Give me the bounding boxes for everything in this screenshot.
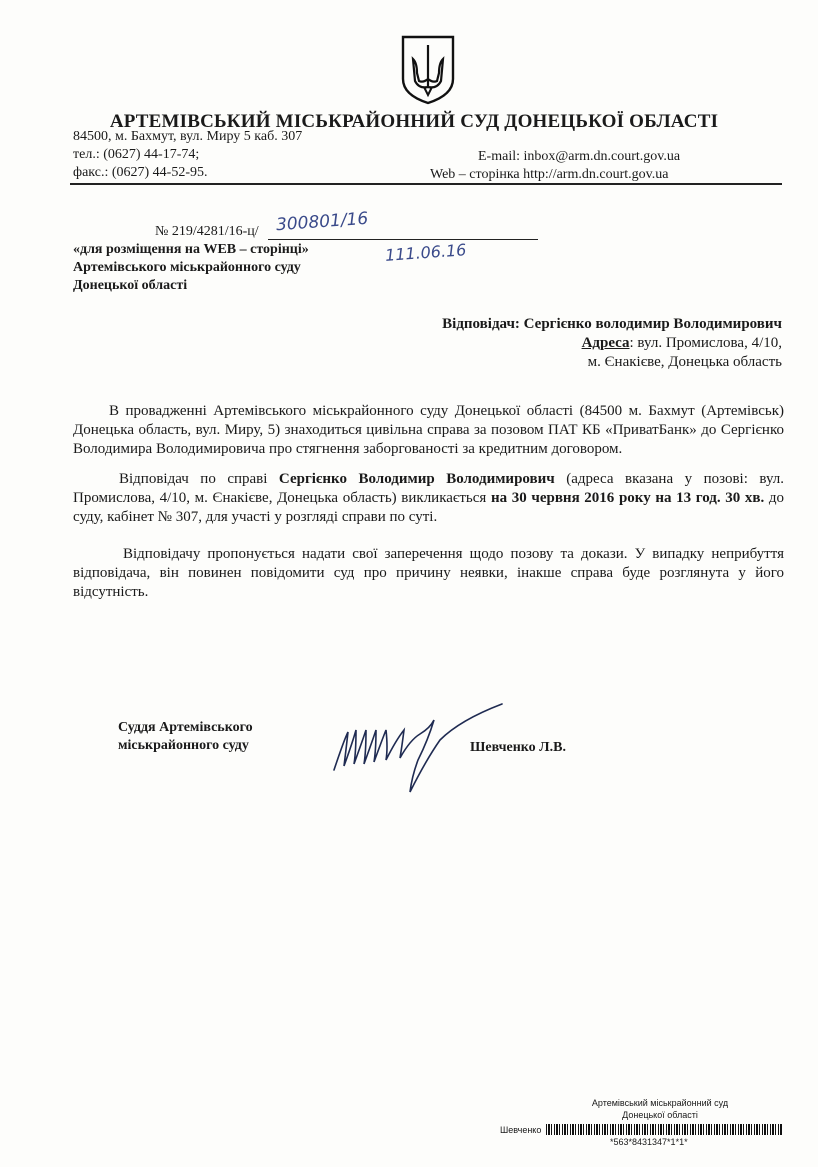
addressee-address-line2: м. Єнакієве, Донецька область xyxy=(587,354,782,370)
addressee-block xyxy=(442,315,782,372)
barcode-icon xyxy=(546,1124,782,1135)
summons-text-a: Відповідач по справі xyxy=(119,471,279,487)
court-phone: тел.: (0627) 44-17-74; xyxy=(73,147,200,162)
summons-hearing-date: на 30 червня 2016 року на 13 год. 30 хв. xyxy=(490,490,765,506)
barcode-prefix: Шевченко xyxy=(500,1125,542,1135)
summons-text-c: до суду, кабінет № 307, для участі у розгляді справи по суті. xyxy=(73,490,784,525)
paragraph-case-info: В провадженні Артемівського міськрайонного суду Донецької області (84500 м. Бахмут (Артемівськ) Донецька область, вул. Миру, 5) знаходиться цивільна справа за позовом ПАТ КБ «ПриватБанк» до Сергієнко Володимира Володимировича про стягнення заборгованості за кредитним договором. xyxy=(73,403,784,457)
addressee-label: Відповідач: xyxy=(442,316,520,332)
summons-text-b: (адреса вказана у позові: вул. Промислова, 4/10, м. Єнакієве, Донецька область) викликається xyxy=(73,471,785,506)
addressee-address-line1 xyxy=(442,334,782,353)
summons-defendant-name: Сергієнко Володимир Володимирович xyxy=(278,471,555,487)
signature-title-line1: Суддя Артемівського xyxy=(118,720,253,735)
coat-of-arms-icon xyxy=(399,33,457,105)
paragraph-objections: Відповідачу пропонується надати свої заперечення щодо позову та докази. У випадку неприбуття відповідача, він повинен повідомити суд про причину неявки, інакше справа буде розглянута у його відсутність. xyxy=(73,546,784,600)
court-name: АРТЕМІВСЬКИЙ МІСЬКРАЙОННИЙ СУД ДОНЕЦЬКОЇ ОБЛАСТІ xyxy=(109,111,719,132)
court-web: Web – сторінка http://arm.dn.court.gov.ua xyxy=(430,167,669,182)
addressee-name: Сергієнко володимир Володимирович xyxy=(523,316,782,332)
address-label: Адреса xyxy=(581,335,630,351)
paragraph-summons xyxy=(73,470,784,527)
signature-title-line2: міськрайонного суду xyxy=(118,738,249,753)
court-address: 84500, м. Бахмут, вул. Миру 5 каб. 307 xyxy=(73,129,303,144)
handwritten-date: 111.06.16 xyxy=(384,240,468,265)
barcode-code: *563*8431347*1*1* xyxy=(610,1137,688,1147)
purpose-note: «для розміщення на WEB – сторінці» xyxy=(73,242,309,257)
court-fax: факс.: (0627) 44-52-95. xyxy=(73,165,208,180)
court-email: E-mail: inbox@arm.dn.court.gov.ua xyxy=(478,149,681,164)
header-divider xyxy=(70,183,782,185)
addressee-line xyxy=(442,315,782,334)
purpose-org-line1: Артемівського міськрайонного суду xyxy=(73,260,301,275)
reference-number: № 219/4281/16-ц/ xyxy=(155,224,259,239)
stamp-court-line2: Донецької області xyxy=(622,1110,698,1120)
handwritten-reference: 300801/16 xyxy=(275,208,369,236)
address-text: : вул. Промислова, 4/10, xyxy=(629,335,782,351)
reference-underline xyxy=(268,239,538,240)
signer-name: Шевченко Л.В. xyxy=(470,740,566,755)
purpose-org-line2: Донецької області xyxy=(73,278,188,293)
stamp-court-line1: Артемівський міськрайонний суд xyxy=(591,1098,729,1108)
